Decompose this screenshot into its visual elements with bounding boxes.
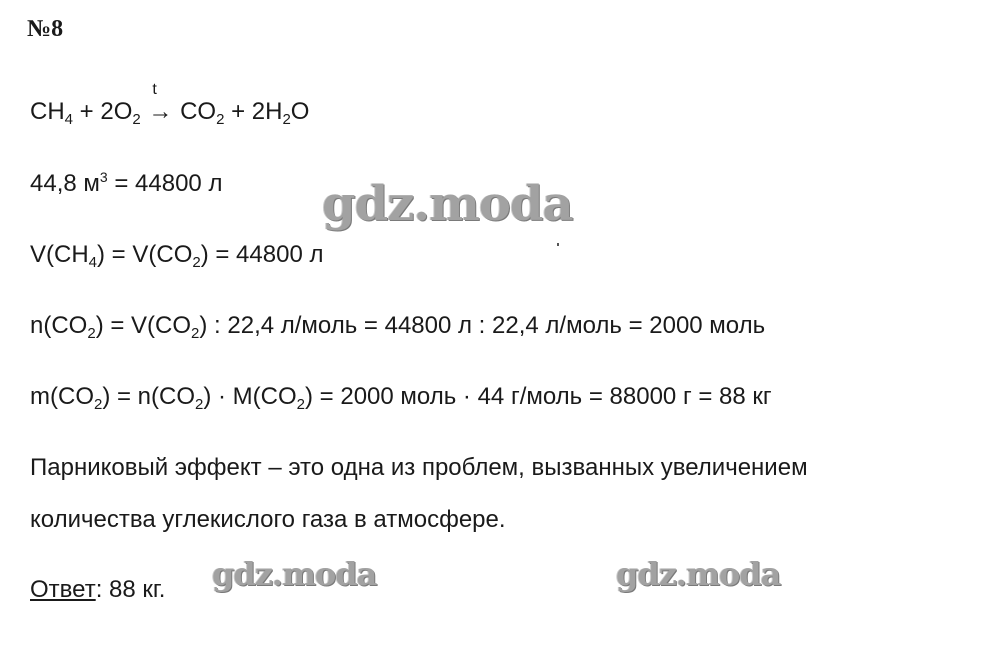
answer-label: Ответ xyxy=(30,576,96,603)
explanation-line-2: количества углекислого газа в атмосфере. xyxy=(30,506,506,533)
volume-equality: $V(CH_4) = V(CO_2) = 44800$ л xyxy=(30,241,324,271)
watermark-logo: gdz.moda xyxy=(212,555,377,593)
answer-value: 88 кг. xyxy=(102,576,166,603)
mass-calculation: $m(CO_2) = n(CO_2) \cdot M(CO_2) = 2000$ моль · 44 г/моль = 88000 г = 88 кг xyxy=(30,383,772,413)
moles-calculation: $n(CO_2) = V(CO_2)$ : 22,4 л/моль = 44800 л : 22,4 л/моль = 2000 моль xyxy=(30,312,766,342)
reaction-equation: $CH_4 + 2O_2$ t → $CO_2 + 2H_2O$ xyxy=(30,81,310,128)
reaction-arrow: t → xyxy=(148,81,173,125)
problem-number: №8 xyxy=(27,16,64,42)
ink-speck xyxy=(557,243,559,246)
volume-conversion: 44,8 $м^3 = 44800$ л xyxy=(30,169,223,197)
watermark-logo: gdz.moda xyxy=(322,176,573,232)
heat-condition: t xyxy=(152,81,157,98)
watermark-logo: gdz.moda xyxy=(616,555,781,593)
explanation-line-1: Парниковый эффект – это одна из проблем, вызванных увеличением xyxy=(30,454,808,481)
answer: Ответ: 88 кг. xyxy=(30,576,166,603)
